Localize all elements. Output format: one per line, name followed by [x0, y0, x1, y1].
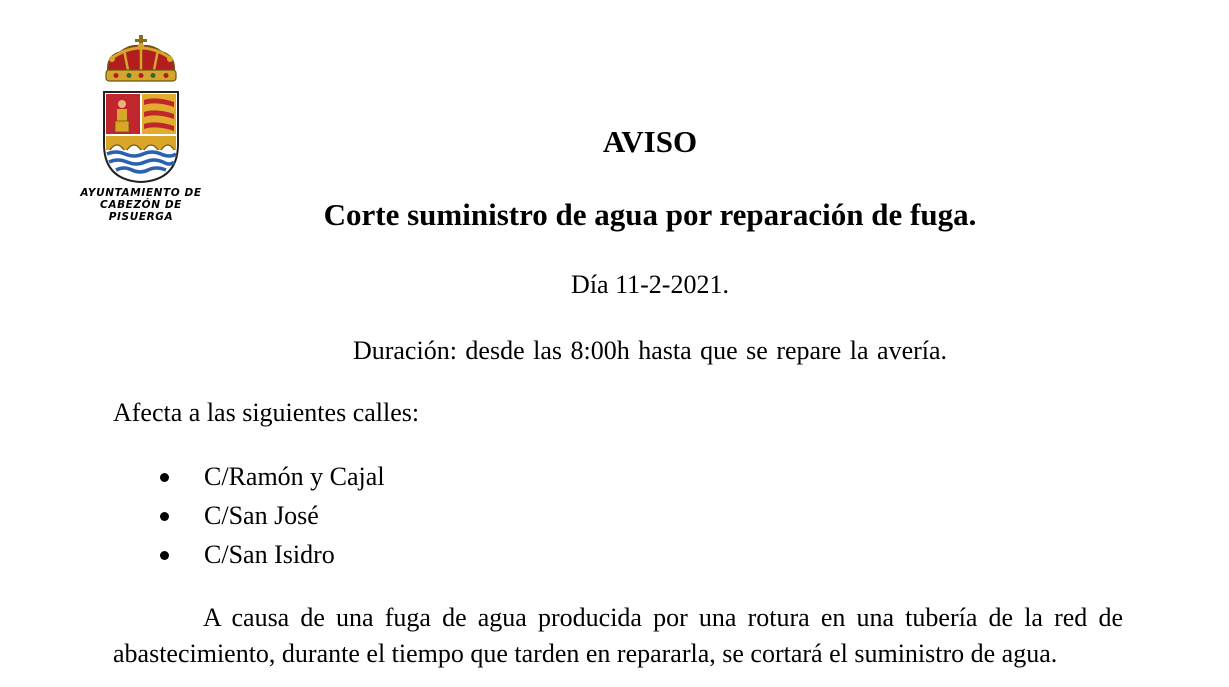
affected-streets-intro: Afecta a las siguientes calles: — [113, 398, 420, 427]
bullet-icon — [160, 473, 169, 482]
notice-duration: Duración: desde las 8:00h hasta que se repare la avería. — [352, 336, 948, 365]
bullet-icon — [160, 551, 169, 560]
coat-of-arms-icon — [96, 34, 186, 184]
notice-subtitle: Corte suministro de agua por reparación de fuga. — [323, 197, 977, 232]
notice-date: Día 11-2-2021. — [571, 270, 729, 299]
notice-body: A causa de una fuga de agua producida por una rotura en una tubería de la red de abastecimiento, durante el tiempo que tarden en repararla, se cortará el suministro de agua. — [113, 603, 1123, 668]
bullet-icon — [160, 512, 169, 521]
notice-title: AVISO — [602, 124, 698, 159]
caption-line-2: CABEZÓN DE PISUERGA — [100, 199, 182, 223]
street-name: C/Ramón y Cajal — [204, 462, 385, 491]
caption-line-1: AYUNTAMIENTO DE — [80, 187, 202, 199]
street-name: C/San Isidro — [204, 540, 335, 569]
street-name: C/San José — [204, 501, 319, 530]
